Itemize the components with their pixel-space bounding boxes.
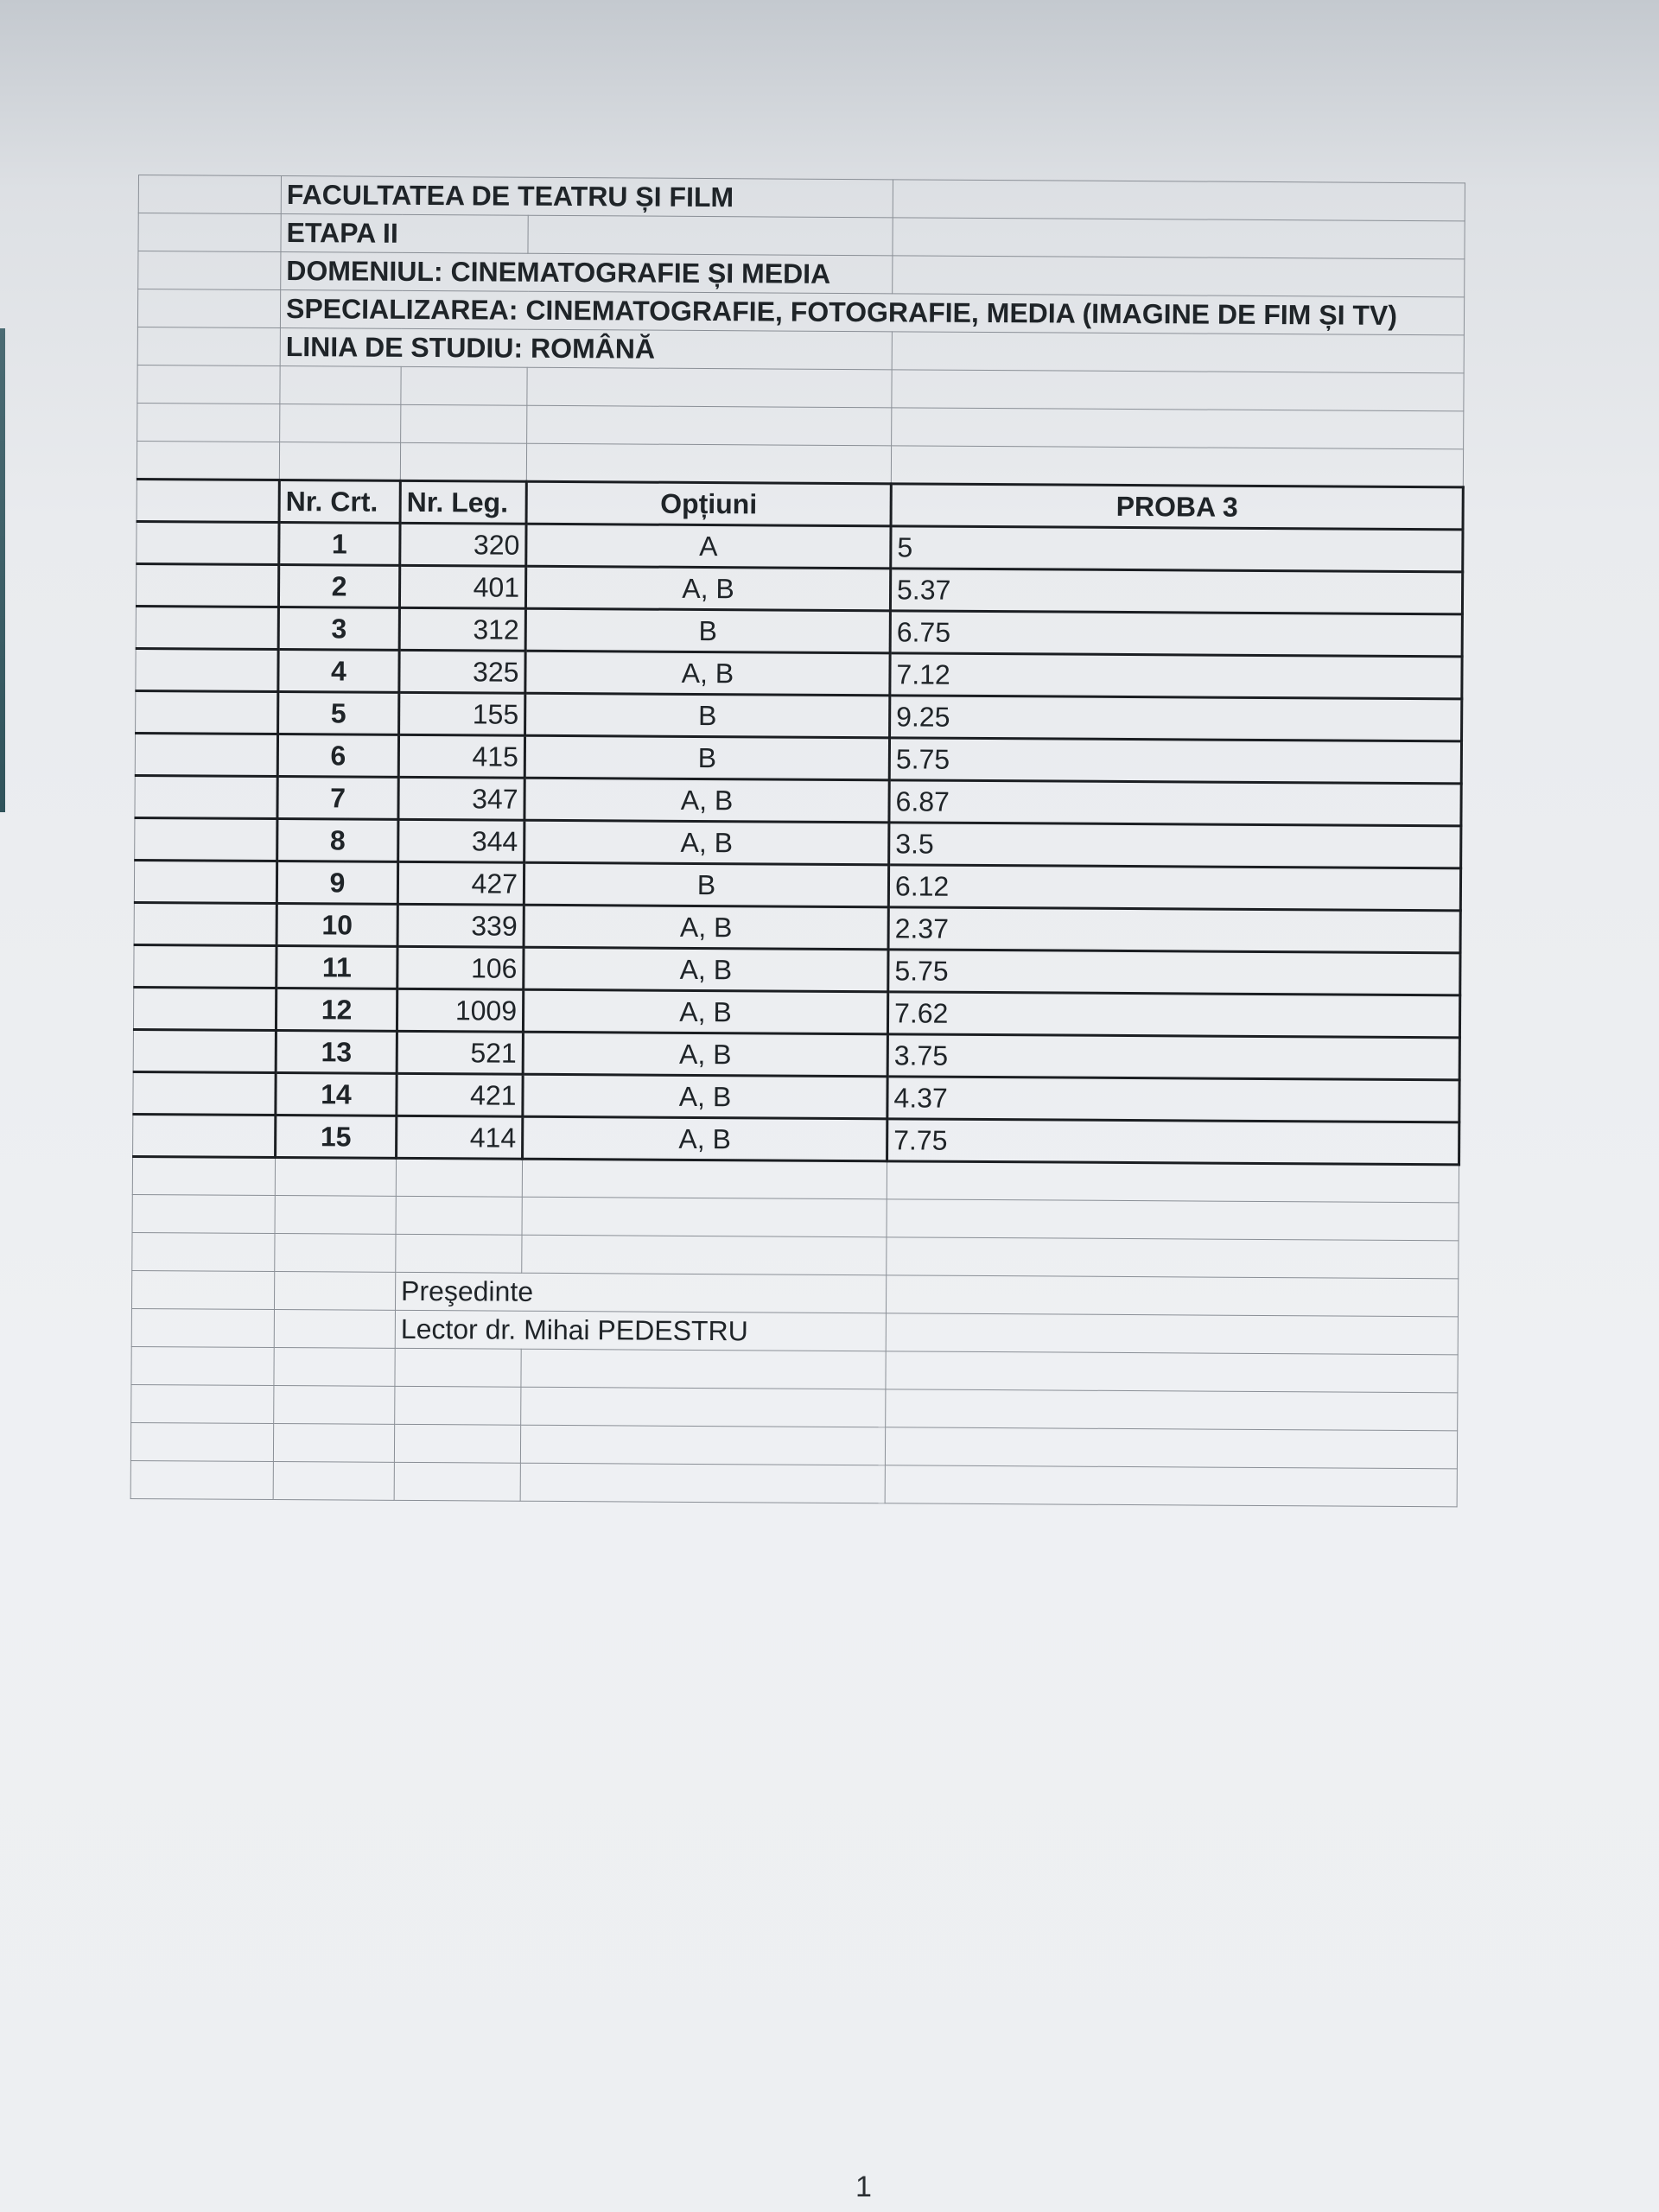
proba-3-score: 2.37: [888, 907, 1460, 953]
legitimation-number: 427: [397, 861, 524, 905]
study-line-label: LINIA DE STUDIU: ROMÂNĂ: [280, 328, 892, 370]
row-number: 11: [276, 945, 397, 988]
proba-3-score: 7.62: [887, 992, 1459, 1038]
legitimation-number: 401: [399, 565, 525, 608]
proba-3-score: 6.87: [889, 780, 1461, 826]
legitimation-number: 312: [399, 607, 525, 651]
column-header-proba-3: PROBA 3: [891, 484, 1463, 530]
proba-3-score: 5.75: [888, 950, 1460, 995]
page-number: 1: [855, 2171, 872, 2203]
proba-3-score: 7.12: [890, 653, 1462, 699]
options-cell: A, B: [524, 905, 888, 950]
options-cell: A: [526, 524, 891, 569]
legitimation-number: 325: [399, 650, 525, 693]
proba-3-score: 4.37: [887, 1077, 1459, 1122]
legitimation-number: 320: [400, 523, 526, 566]
row-number: 3: [278, 607, 399, 651]
column-header-optiuni: Opțiuni: [526, 481, 891, 526]
proba-3-score: 3.5: [889, 823, 1461, 868]
options-cell: B: [524, 735, 889, 780]
row-number: 13: [276, 1030, 397, 1073]
legitimation-number: 1009: [397, 988, 523, 1032]
row-number: 1: [279, 523, 400, 566]
legitimation-number: 521: [397, 1031, 523, 1074]
legitimation-number: 155: [399, 692, 525, 735]
column-header-nr-crt: Nr. Crt.: [279, 480, 400, 524]
options-cell: A, B: [525, 566, 890, 611]
proba-3-score: 5.75: [889, 738, 1461, 784]
row-number: 5: [278, 691, 399, 734]
proba-3-score: 5.37: [890, 569, 1462, 614]
row-number: 4: [278, 650, 399, 693]
legitimation-number: 344: [398, 819, 524, 862]
specialization-label: SPECIALIZAREA: CINEMATOGRAFIE, FOTOGRAFIE, MEDIA (IMAGINE DE FIM ȘI TV): [280, 290, 1464, 335]
row-number: 7: [277, 776, 398, 819]
options-cell: A, B: [523, 1032, 887, 1077]
column-header-nr-leg: Nr. Leg.: [400, 480, 526, 524]
options-cell: B: [525, 608, 890, 653]
row-number: 14: [276, 1072, 397, 1116]
legitimation-number: 347: [398, 777, 524, 820]
proba-3-score: 9.25: [890, 696, 1462, 741]
blank-row: [130, 1460, 1457, 1506]
options-cell: A, B: [524, 778, 889, 823]
row-number: 12: [276, 988, 397, 1031]
faculty-title: FACULTATEA DE TEATRU ȘI FILM: [281, 176, 893, 218]
legitimation-number: 415: [398, 734, 524, 778]
proba-3-score: 3.75: [887, 1034, 1459, 1080]
options-cell: A, B: [525, 651, 890, 696]
proba-3-score: 6.12: [888, 865, 1460, 911]
options-cell: A, B: [523, 989, 887, 1034]
legitimation-number: 421: [397, 1073, 523, 1116]
row-number: 6: [277, 734, 398, 777]
background-edge: [0, 328, 5, 812]
legitimation-number: 106: [397, 946, 524, 989]
row-number: 15: [276, 1115, 397, 1158]
legitimation-number: 339: [397, 904, 524, 947]
options-cell: B: [525, 693, 890, 738]
row-number: 8: [277, 818, 398, 861]
domain-label: DOMENIUL: CINEMATOGRAFIE ȘI MEDIA: [281, 252, 893, 294]
stage-label: ETAPA II: [281, 214, 528, 254]
options-cell: A, B: [524, 947, 888, 992]
proba-3-score: 7.75: [887, 1119, 1459, 1165]
signature-role: Preşedinte: [395, 1272, 886, 1313]
row-number: 2: [278, 565, 399, 608]
options-cell: A, B: [523, 1116, 887, 1161]
options-cell: B: [524, 862, 888, 907]
results-sheet: [130, 175, 1466, 1507]
proba-3-score: 6.75: [890, 611, 1462, 657]
signature-name: Lector dr. Mihai PEDESTRU: [395, 1310, 886, 1351]
options-cell: A, B: [524, 820, 889, 865]
row-number: 9: [276, 861, 397, 904]
legitimation-number: 414: [397, 1116, 523, 1159]
options-cell: A, B: [523, 1074, 887, 1119]
proba-3-score: 5: [891, 526, 1463, 572]
row-number: 10: [276, 903, 397, 946]
